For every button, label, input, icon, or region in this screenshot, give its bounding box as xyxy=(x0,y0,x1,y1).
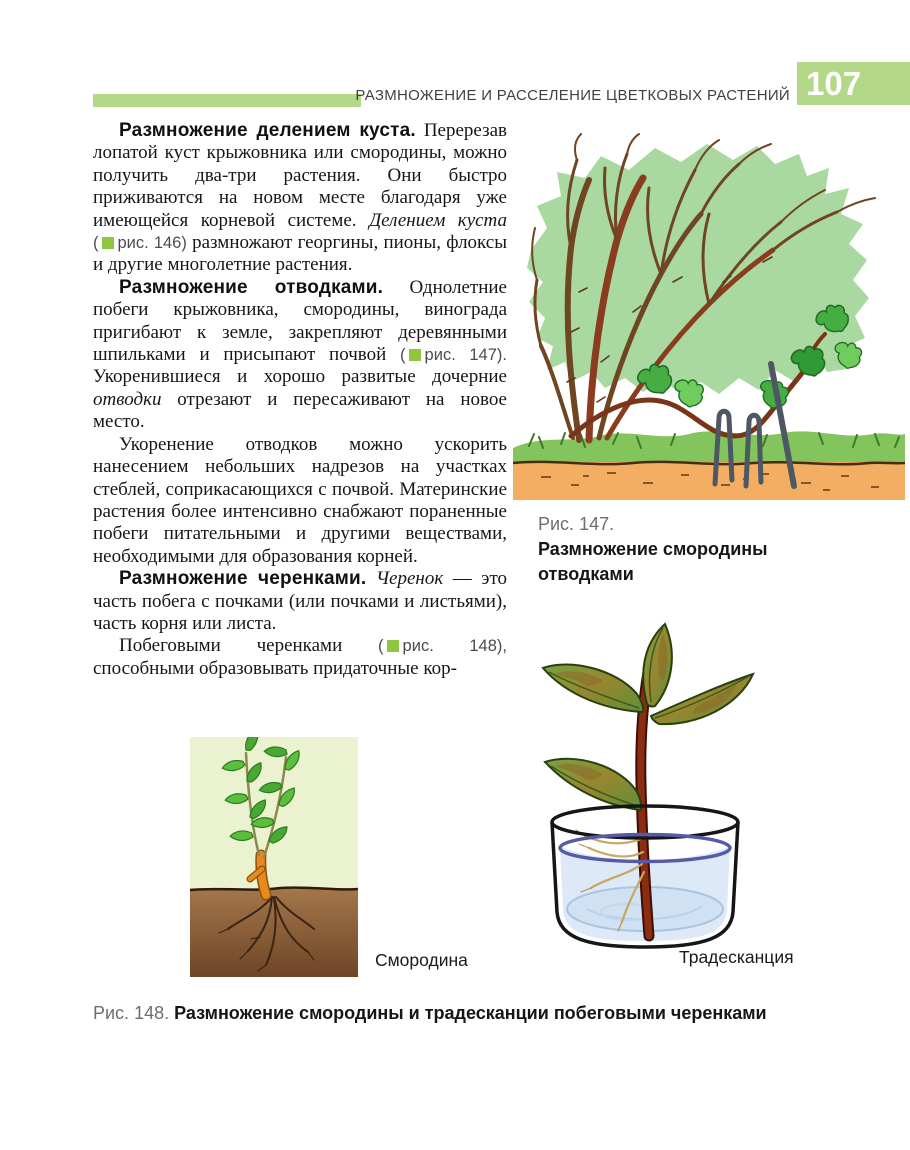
figure-title: Размножение смородины отводками xyxy=(538,539,768,584)
paragraph-division-of-bush xyxy=(93,120,507,277)
figure-reference: ( рис. 146) xyxy=(93,234,187,253)
body-text: — это часть побега с почками (или почками и листьями), часть корня или листа. xyxy=(93,568,508,634)
figure-title: Размножение смородины и традесканции побеговыми черенками xyxy=(174,1003,767,1023)
header-rule xyxy=(93,94,361,107)
paragraph-rooting xyxy=(93,434,507,568)
body-text: размножают георгины, пионы, флоксы и другие многолетние растения. xyxy=(93,232,508,276)
page-number: 107 xyxy=(806,65,862,102)
paragraph-shoot-cuttings xyxy=(93,635,507,680)
paragraph-cuttings xyxy=(93,568,507,635)
figure-reference: ( рис. 148), xyxy=(378,637,508,656)
fig147-caption xyxy=(538,512,788,587)
fig148-caption xyxy=(93,1001,843,1025)
figure-ref-marker-icon xyxy=(387,640,399,652)
body-text: способными образовывать придаточные кор- xyxy=(93,657,457,679)
soil-band xyxy=(513,462,905,500)
emphasis-text: отводки xyxy=(93,388,162,410)
body-text: Однолетние побеги крыжовника, смородины, винограда пригибают к земле, закрепляют деревянными шпильками и присыпают почвой xyxy=(93,276,507,366)
running-head: РАЗМНОЖЕНИЕ И РАССЕЛЕНИЕ ЦВЕТКОВЫХ РАСТЕНИЙ xyxy=(355,87,790,104)
figure-number: Рис. 147. xyxy=(538,514,615,534)
page-number-badge xyxy=(797,62,910,105)
fig147-bush-illustration xyxy=(513,132,905,500)
fig148-currant-illustration xyxy=(190,737,358,977)
emphasis-text: Делением куста xyxy=(369,209,508,231)
fig148-tradescantia-illustration xyxy=(527,614,763,952)
figure-reference: ( рис. 147). xyxy=(400,346,507,365)
specimen-label-currant: Смородина xyxy=(375,950,468,970)
specimen-label-tradescantia: Традесканция xyxy=(679,947,794,967)
figure-ref-marker-icon xyxy=(102,237,114,249)
body-text: отрезают и пересаживают на новое место. xyxy=(93,388,507,433)
emphasis-text: Черенок xyxy=(375,568,444,590)
figure-number: Рис. 148. xyxy=(93,1003,170,1023)
body-text-column xyxy=(93,120,507,680)
run-in-heading: Размножение отводками. xyxy=(119,276,384,298)
body-text: Укоренившиеся и хорошо развитые дочерние xyxy=(93,366,507,388)
figure-ref-marker-icon xyxy=(409,349,421,361)
body-text: Побеговыми черенками xyxy=(119,635,343,657)
body-text: Перерезав лопатой куст крыжовника или смородины, можно получить два-три растения. Они быстро приживаются на новом месте благодаря уже имеющейся корневой системе. xyxy=(93,120,507,231)
paragraph-layering xyxy=(93,277,507,434)
run-in-heading: Размножение делением куста. xyxy=(119,120,416,141)
run-in-heading: Размножение черенками. xyxy=(119,568,367,590)
body-text: Укоренение отводков можно ускорить нанесением небольших надрезов на участках стеблей, соприкасающихся с почвой. Материнские растения более интенсивно снабжают пораненные побеги питательными и другими веществами, необходимыми для образования корней. xyxy=(93,433,507,567)
